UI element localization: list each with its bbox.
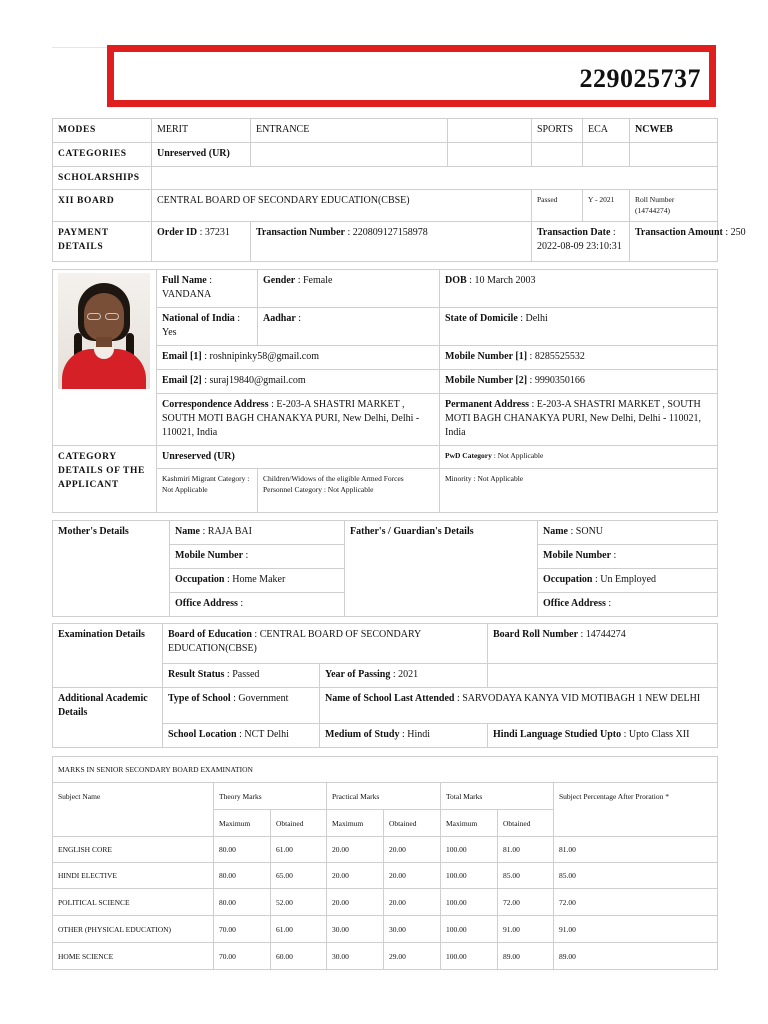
table-row: HINDI ELECTIVE 80.00 65.00 20.00 20.00 100.00 85.00 85.00 bbox=[53, 863, 718, 889]
aadhar: Aadhar : bbox=[258, 308, 440, 346]
examination-details-table bbox=[52, 623, 718, 748]
correspondence-address: Correspondence Address : E-203-A SHASTRI MARKET , SOUTH MOTI BAGH CHANAKYA PURI, New Delhi, Delhi - 110021, India bbox=[157, 394, 440, 446]
email-2: Email [2] : suraj19840@gmail.com bbox=[157, 370, 440, 394]
pwd-category: PwD Category : Not Applicable bbox=[440, 446, 718, 469]
mother-mobile: Mobile Number : bbox=[170, 545, 345, 569]
school-last-attended: Name of School Last Attended : SARVODAYA KANYA VID MOTIBAGH 1 NEW DELHI bbox=[320, 688, 718, 724]
mother-office-address: Office Address : bbox=[170, 593, 345, 617]
email-1: Email [1] : roshnipinky58@gmail.com bbox=[157, 346, 440, 370]
header-theory-obt: Obtained bbox=[271, 810, 327, 837]
school-location: School Location : NCT Delhi bbox=[163, 724, 320, 748]
father-details-label: Father's / Guardian's Details bbox=[345, 521, 538, 617]
mother-name: Name : RAJA BAI bbox=[170, 521, 345, 545]
mode-sports: SPORTS bbox=[532, 119, 583, 143]
additional-academic-label: Additional Academic Details bbox=[53, 688, 163, 748]
scholarships-label: SCHOLARSHIPS bbox=[53, 167, 152, 190]
table-row: HOME SCIENCE 70.00 60.00 30.00 29.00 100.00 89.00 89.00 bbox=[53, 943, 718, 970]
board-roll-number: Board Roll Number : 14744274 bbox=[488, 624, 718, 664]
xii-board-year: Y - 2021 bbox=[583, 190, 630, 222]
type-of-school: Type of School : Government bbox=[163, 688, 320, 724]
full-name: Full Name : VANDANA bbox=[157, 270, 258, 308]
father-occupation: Occupation : Un Employed bbox=[538, 569, 718, 593]
table-row: ENGLISH CORE 80.00 61.00 20.00 20.00 100.00 81.00 81.00 bbox=[53, 837, 718, 863]
category-value: Unreserved (UR) bbox=[157, 446, 440, 469]
xii-board-label: XII BOARD bbox=[53, 190, 152, 222]
mobile-2: Mobile Number [2] : 9990350166 bbox=[440, 370, 718, 394]
national-of-india: National of India : Yes bbox=[157, 308, 258, 346]
mode-entrance: ENTRANCE bbox=[251, 119, 448, 143]
father-name: Name : SONU bbox=[538, 521, 718, 545]
header-practical-obt: Obtained bbox=[384, 810, 441, 837]
examination-details-label: Examination Details bbox=[53, 624, 163, 688]
order-id: Order ID : 37231 bbox=[152, 222, 251, 262]
scholarships-value bbox=[152, 167, 718, 190]
mode-eca: ECA bbox=[583, 119, 630, 143]
mode-blank bbox=[448, 119, 532, 143]
header-total-max: Maximum bbox=[441, 810, 498, 837]
mode-merit: MERIT bbox=[152, 119, 251, 143]
transaction-date: Transaction Date : 2022-08-09 23:10:31 bbox=[532, 222, 630, 262]
categories-value: Unreserved (UR) bbox=[152, 143, 251, 167]
hindi-studied-upto: Hindi Language Studied Upto : Upto Class XII bbox=[488, 724, 718, 748]
gender: Gender : Female bbox=[258, 270, 440, 308]
category-details-label: CATEGORY DETAILS OF THE APPLICANT bbox=[53, 446, 157, 513]
form-number: 229025737 bbox=[579, 64, 701, 93]
payment-label: PAYMENT DETAILS bbox=[53, 222, 152, 262]
medium-of-study: Medium of Study : Hindi bbox=[320, 724, 488, 748]
header-theory: Theory Marks bbox=[214, 783, 327, 810]
header-practical: Practical Marks bbox=[327, 783, 441, 810]
header-practical-max: Maximum bbox=[327, 810, 384, 837]
transaction-amount: Transaction Amount : 250 bbox=[630, 222, 718, 262]
application-summary-table bbox=[52, 118, 746, 262]
header-theory-max: Maximum bbox=[214, 810, 271, 837]
header-subject: Subject Name bbox=[53, 783, 214, 837]
mobile-1: Mobile Number [1] : 8285525532 bbox=[440, 346, 718, 370]
header-total-obt: Obtained bbox=[498, 810, 554, 837]
father-office-address: Office Address : bbox=[538, 593, 718, 617]
header-percentage: Subject Percentage After Proration * bbox=[554, 783, 718, 837]
header-total: Total Marks bbox=[441, 783, 554, 810]
photo-cell bbox=[53, 270, 157, 446]
top-divider bbox=[52, 47, 107, 48]
father-mobile: Mobile Number : bbox=[538, 545, 718, 569]
modes-label: MODES bbox=[53, 119, 152, 143]
year-of-passing: Year of Passing : 2021 bbox=[320, 664, 488, 688]
table-row: OTHER (PHYSICAL EDUCATION) 70.00 61.00 30.00 30.00 100.00 91.00 91.00 bbox=[53, 916, 718, 943]
result-status: Result Status : Passed bbox=[163, 664, 320, 688]
mode-ncweb: NCWEB bbox=[630, 119, 718, 143]
marks-table bbox=[52, 756, 718, 970]
applicant-photo bbox=[58, 273, 150, 389]
mother-occupation: Occupation : Home Maker bbox=[170, 569, 345, 593]
applicant-details-table bbox=[52, 269, 718, 513]
board-of-education: Board of Education : CENTRAL BOARD OF SECONDARY EDUCATION(CBSE) bbox=[163, 624, 488, 664]
marks-title: MARKS IN SENIOR SECONDARY BOARD EXAMINATION bbox=[53, 757, 718, 783]
dob: DOB : 10 March 2003 bbox=[440, 270, 718, 308]
form-number-box bbox=[107, 45, 716, 107]
minority: Minority : Not Applicable bbox=[440, 469, 718, 513]
armed-forces-category: Children/Widows of the eligible Armed Forces Personnel Category : Not Applicable bbox=[258, 469, 440, 513]
categories-label: CATEGORIES bbox=[53, 143, 152, 167]
xii-board-roll: Roll Number (14744274) bbox=[630, 190, 718, 222]
mother-details-label: Mother's Details bbox=[53, 521, 170, 617]
state-of-domicile: State of Domicile : Delhi bbox=[440, 308, 718, 346]
xii-board-value: CENTRAL BOARD OF SECONDARY EDUCATION(CBSE) bbox=[152, 190, 532, 222]
parents-details-table bbox=[52, 520, 718, 617]
kashmiri-migrant: Kashmiri Migrant Category : Not Applicable bbox=[157, 469, 258, 513]
transaction-number: Transaction Number : 220809127158978 bbox=[251, 222, 532, 262]
permanent-address: Permanent Address : E-203-A SHASTRI MARKET , SOUTH MOTI BAGH CHANAKYA PURI, New Delhi, Delhi - 110021, India bbox=[440, 394, 718, 446]
table-row: POLITICAL SCIENCE 80.00 52.00 20.00 20.00 100.00 72.00 72.00 bbox=[53, 889, 718, 916]
xii-board-status: Passed bbox=[532, 190, 583, 222]
